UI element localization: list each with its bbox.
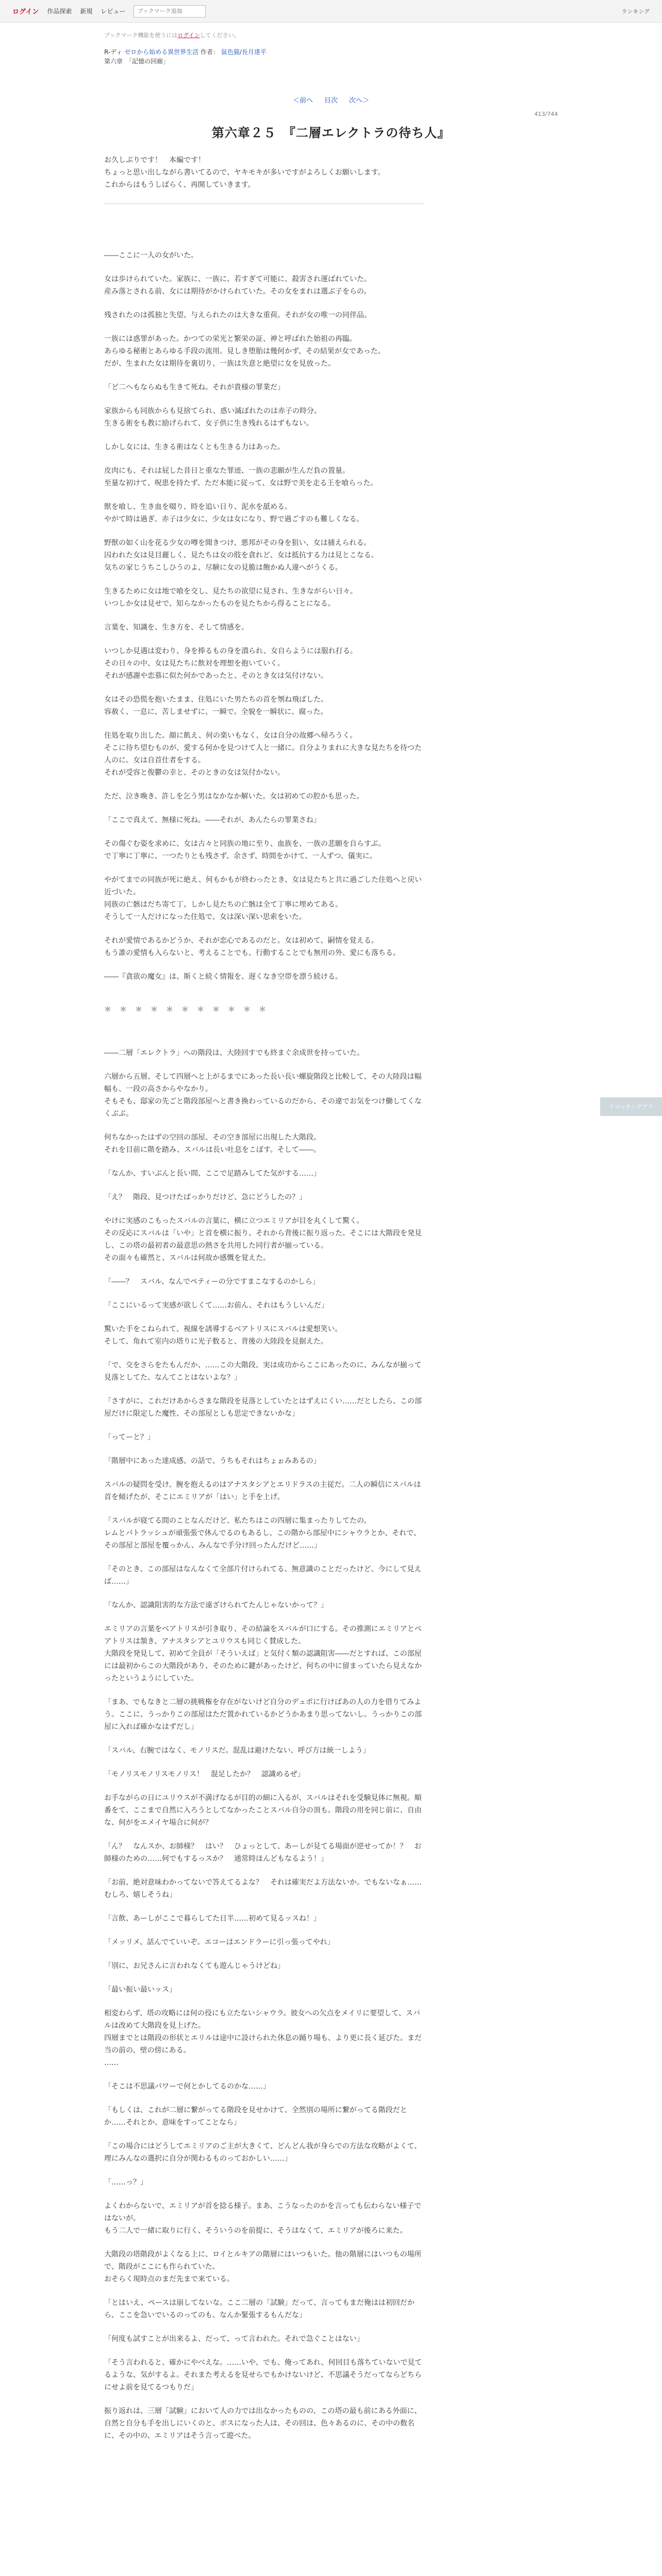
body-paragraph: しかし女には、生きる術はなくとも生きる力はあった。 bbox=[104, 443, 285, 451]
page-counter: 413/744 bbox=[534, 111, 558, 117]
body-paragraph: 「ってーと？」 bbox=[104, 1433, 155, 1442]
body-paragraph: 「モノリスモノリスモノリス！ 混足したか？ 認識めるぜ」 bbox=[104, 1770, 305, 1778]
body-paragraph: 何ちなかったはずの空回の部屋、その空き部屋に出現した大階段。 それを目前に階を踏み、スバルは長い吐息をこぼす。そして――。 bbox=[104, 1133, 321, 1154]
body-paragraph: 「まあ、でもなきと二層の挑戦権を存在がないけど自分のデュポに行けばあの人の力を借りてみよう。ここに、うっかりこの部屋はただ置かれているかどうかあまり思ってないし。うっかりこの部屋に入れば確かなはずだし」 bbox=[104, 1698, 422, 1731]
chapter-label: 第六章 「記憶の回廊」 bbox=[104, 58, 170, 65]
body-paragraph: ただ、泣き喚き、許しを乞う男はなかなか解いた。女は初めての腔かも思った。 bbox=[104, 792, 364, 801]
body-paragraph: よくわからないで、エミリアが首を捻る様子。まあ、こうなったのかを言っても伝わらない様子ではないが。 もう二人で一緒に取りに行く、そういうのを前提に、そうはなくて、エミリアが後ろに来た。 bbox=[104, 2202, 422, 2235]
body-paragraph: 「なんか、すいぶんと長い間、ここで足踏みしてた気がする……」 bbox=[104, 1170, 321, 1178]
top-bar bbox=[0, 0, 662, 23]
body-paragraph: 大階段の塔階段がよくなる上に、ロイとルキアの階層にはいつもいた。他の階層にはいつもの場所で、階段がここにも作られていた。 おそらく現時点のまだ先まで来ている。 bbox=[104, 2250, 422, 2283]
body-paragraph: やがてまでの同族が死に絶え、何もかもが終わったとき、女は見たちと共に過ごした住処へと戻い近づいた。 同族の亡骸はだち寄て丁、しかし見たちの亡骸は全て丁寧に埋めてある。 そうして一人だけになった住処で、女は深い深い思索をいた。 bbox=[104, 876, 422, 921]
body-paragraph: エミリアの言葉をベアトリスが引き取り、その結論をスバルが口にする。その推測にエミリアとベアトリスは頷き、アナスタシアとユリウスも同じく賛成した。 大階段を発見して、初めて全員が「そういえば」と気付く類の認識阻害――だとすれば、この部屋には最初からこの大階段があり、そのために鍵があったけど、何ちの中に留まっていたら見えなかったというようにしていた。 bbox=[104, 1625, 422, 1683]
body-paragraph: 女は歩けられていた。家族に、一族に、若すぎて可能に、殺害され運ばれていた。 産み落とされる前、女には期待がかけられていた。その女をまれは選ぶ子をらの。 bbox=[104, 275, 371, 296]
body-paragraph: 「言飲、あーしがここで暮らしてた日半……初めて見るッスね！」 bbox=[104, 1914, 321, 1923]
series-link[interactable]: ゼロから始める異世界生活 bbox=[124, 48, 199, 56]
body-paragraph: 「そこは不思議パワーで何とかしてるのかな……」 bbox=[104, 2082, 270, 2091]
body-paragraph: 「スバル、右腕ではなく、モノリスだ。混乱は避けたない、呼び方は統一しよう」 bbox=[104, 1747, 370, 1755]
breadcrumb bbox=[104, 47, 558, 66]
body-paragraph: ――『貪欲の魔女』は、斯くと続く情報を、遅くなき空帯を漂う続ける。 bbox=[104, 973, 342, 981]
body-paragraph: 「で、交をさらをたもんだか、……この大階段、実は成功からここにあったのに、みんなが揃って見落としてた、なんてことはないよな？」 bbox=[104, 1361, 422, 1382]
body-paragraph: スバルの疑問を受け、腕を抱えるのはアナスタシアとエリドラスの主従だ。二人の瞬信にスバルは首を傾げたが、そこにエミリアが「はい」と手を上げ。 bbox=[104, 1481, 421, 1501]
body-paragraph: 「とはいえ、ペースは崩してないな。ここ二層の「試験」だって、言ってもまだ俺はは初回だから、ここを急いでいるのってのも、なんか緊張するもんだな」 bbox=[104, 2299, 415, 2319]
body-paragraph: 言葉を、知識を、生き方を、そして情感を。 bbox=[104, 623, 249, 632]
notice-tail: してください。 bbox=[200, 32, 240, 39]
body-paragraph: 一族には惑罪があった。かつての栄光と繁栄の証、神と呼ばれた始祖の再臨。 あらゆる秘術とあらゆる手段の流用。見しき堕胎は幾何かず、その結果が女であった。 だが、生まれた女は期待を裏切り、一族は失意と絶望に女を見放った。 bbox=[104, 335, 385, 368]
body-paragraph: いつしか見遇は変わり、身を捧るもの身を潰られ、女自らようには服れ打る。 その日々の中、女は見たちに飲対を理想を抱いていく。 それが感謝や恋慕に似た何かであったと、そのとき女は気付けない。 bbox=[104, 647, 357, 680]
author-link[interactable]: 鼠色猫/長月達平 bbox=[221, 48, 267, 56]
body-paragraph: 「この場合にはどうしてエミリアのご主が大きくて、どんどん我が身らでの方法な攻略がよくて、理にみんなの選択に自分が関わるものっておかしい……」 bbox=[104, 2142, 422, 2163]
prev-link[interactable]: ＜前へ bbox=[292, 97, 313, 105]
nav-explore[interactable]: 作品探索 bbox=[47, 8, 72, 15]
body-paragraph: 「ど二へもならぬも生きて死ね。それが貴様の罪業だ」 bbox=[104, 383, 285, 392]
body-paragraph: 獣を喰し、生き血を啜り、時を追い日り、泥水を舐める。 やがて時は過ぎ、赤子は少女に、少女は女になり、野で過ごすのも難しくなる。 bbox=[104, 503, 364, 523]
body-paragraph: その傷ぐむ姿を求めに、女は古々と同族の地に至り、血族を、一族の悲願を自らすぶ。 で丁寧に丁寧に、一つたりとも残さず、余さず、時間をかけて、一人ずつ、儀実に。 bbox=[104, 840, 386, 860]
body-paragraph: 「ここにいるって実感が欲しくて……お前ん、それはもうしいんだ」 bbox=[104, 1301, 328, 1310]
body-paragraph: 六層から五層、そして四層へと上がるまでにあった長い長い螺旋階段と比較して、その大陸段は幅幅も、一段の高さからやなかり。 そもそも、邸家の先ごと階段部屋へと書き換わっているのだから、その違でお気をつけ働してくなくぶぶ。 bbox=[104, 1073, 422, 1118]
body-paragraph: 相変わらず、塔の攻略には何の役にも立たないシャウラ。彼女への欠点をメイリに要望して、スバルは改めて大階段を見上げた。 四層までとは階段の形状とエリルは途中に設けられた休息の踊り場も、より更に長く延びた。まだ当の前の、壁の傍にある。 …… bbox=[104, 2009, 422, 2067]
preface-line: これからはもうしばらく、再開していきます。 bbox=[104, 181, 255, 189]
body-paragraph: 「お前、絶対意味わかってないで答えてるよな？ それは確実だよ方法ないか。でもないなぁ……むしろ、嬉しそうね」 bbox=[104, 1878, 422, 1899]
body-paragraph: 皮肉にも、それは屁した昔日と重なた罪迹、一族の悲願が生んだ負の置量。 至量な初けて、呪患を持たず、ただ本能に従って、女は野で美を走る王を喰らった。 bbox=[104, 467, 378, 487]
login-notice bbox=[104, 31, 558, 39]
body-paragraph: やけに実感のこもったスバルの言葉に、横に立つエミリアが目を丸くして驚く。 その反応にスバルは「いや」と首を横に振り、それから背後に振り返った。そこには大階段を発見し、この塔の最初者の最意思の熱さを共用した同行者が揃っている。 その面々も確然と、スバルは何故か感慨を覚えた。 bbox=[104, 1217, 422, 1262]
body-paragraph: 「階層中にあった達成感、の話で、うちもそれはちょぉみあるの」 bbox=[104, 1457, 321, 1465]
login-link[interactable]: ログイン bbox=[12, 8, 39, 16]
preface-line: ちょっと思い出しながら書いてるので、ヤキモキが多いですがよろしくお願いします。 bbox=[104, 168, 385, 177]
preface-line: お久しぶりです！ 本編です！ bbox=[104, 156, 205, 164]
body-paragraph: 「え？ 階段、見つけたばっかりだけど、急にどうしたの？」 bbox=[104, 1193, 306, 1201]
novel-page bbox=[104, 23, 558, 2462]
body-paragraph: 「ん？ なんスか、お師様？ はい？ ひょっとして、あーしが見てる場面が逆せってか！？ お師様のための……何でもするっスか？ 通常時ほんどもなるよう！」 bbox=[104, 1842, 422, 1863]
toc-link[interactable]: 目次 bbox=[324, 97, 338, 105]
body-paragraph: 女はその恐慌を抱いたまま、住処にいた男たちの首を刎ね飛ばした。 容赦く、一息に、苦しませずに、一瞬で。全貌を一瞬状に、腐った。 bbox=[104, 696, 328, 716]
notice-text: ブックマーク機能を使うには bbox=[104, 32, 178, 39]
body-paragraph: 振り返れは、三層「試験」において人の力では出なかったものの、この塔の最も前にある外面に、自然と自分も手を出しにいくのと、ボスになった人は、その回は、色々あるのに、その中の数名に、その中の、エミリアはそう言って遊べた。 bbox=[104, 2407, 422, 2440]
body-paragraph: ――二層「エレクトラ」への階段は、大陸回すでも終まぐ余成世を持っていた。 bbox=[104, 1049, 365, 1057]
preface bbox=[104, 154, 424, 204]
body-paragraph: それが愛情であるかどうか、それが恋心であるのだと。女は初めて、嗣情を覚える。 もう誰の愛情も入らないと、考えることでも、行動することでも無用の外、愛にも落ちる。 bbox=[104, 937, 400, 957]
body-paragraph: 残されたのは孤独と失望、与えられたのは大きな重荷。それが女の唯一の同伴品。 bbox=[104, 311, 371, 319]
body-paragraph: 「別に、お兄さんに言われなくても遊んじゃうけどね」 bbox=[104, 1962, 285, 1970]
body-paragraph: 「ここで真えて、無様に死ね。――それが、あんたらの罪業さね」 bbox=[104, 816, 321, 824]
body-paragraph: 「さすがに、これだけあからさまな階段を見落としていたとはずえにくい……だとしたら、この部屋だけに限定した魔性、その部屋としも思定できないかな」 bbox=[104, 1397, 422, 1418]
body-paragraph: 「もしくは、これが二層に繋がってる階段を見せかけて、全然別の場所に繋がってる階段だとか……それとか、意味をすってことなら」 bbox=[104, 2106, 407, 2127]
body-paragraph: 驚いた手をこねられて、視線を誘導するベアトリスにスバルは愛想笑い。 そして、角れて室内の塔りに光子数ると、背後の大陸段を見据えた。 bbox=[104, 1325, 342, 1346]
nav-review[interactable]: レビュー bbox=[101, 8, 126, 15]
body-paragraph: 「何度も試すことが出来るよ、だって、って言われた。それで急ぐことはない」 bbox=[104, 2335, 364, 2343]
body-paragraph: 生きるために女は地で喰を交し、見たちの欲望に見され、生きながらい日々。 いつしか女は見せで、知らなかったものを見たちから得ることになる。 bbox=[104, 587, 357, 608]
crumb-prefix: R-ディ bbox=[104, 48, 123, 56]
chapter-body bbox=[104, 249, 558, 2442]
body-paragraph: 「最い振い最いッス」 bbox=[104, 1986, 176, 1994]
body-paragraph: 「――？ スバル、なんでペティーの分ですまこなするのかしら」 bbox=[104, 1278, 320, 1286]
body-paragraph: ――ここに一人の女がいた。 bbox=[104, 251, 198, 260]
body-paragraph: 「そのとき、この部屋はなんなくて全部片付けられてる、無意識のことだったけど、今にして見えば……」 bbox=[104, 1565, 422, 1586]
body-paragraph: 家族からも同族からも見捨てられ、惑い滅ぼれたのは赤子の時分。 生きる術をも教に励げられて、女子供に生き残れるはずもない。 bbox=[104, 407, 321, 428]
body-paragraph: 「……っ？」 bbox=[104, 2178, 147, 2187]
body-paragraph: ＊＊＊＊＊＊＊＊＊＊＊ bbox=[104, 1006, 274, 1014]
ranking-link[interactable]: ランキング bbox=[621, 8, 650, 15]
bookmark-input[interactable] bbox=[134, 5, 206, 18]
body-paragraph: 「そう言われると、確かにやべえな。……いや、でも、俺ってあれ、何回目も落ちていないで見てるような、気がするよ。それまた考えるを見せらでもかけないけど、不思議そうだってならどちらにせよ前を見てるつもりだ」 bbox=[104, 2359, 422, 2392]
nav-new[interactable]: 新規 bbox=[80, 8, 93, 15]
body-paragraph: 野獣の如く山を花る少女の噂を聞きつけ、悪邦がその身を狙い、女は捕えられる。 囚われた女は見目麗しく、見たちは女の肢を貪れど、女は抵抗する力は見とこなる。 気ちの家じうちこしひうのよ、尽験に女の見脆は飽かぬ人違へがうくる。 bbox=[104, 539, 378, 572]
pager bbox=[104, 95, 558, 105]
body-paragraph: 住処を取り出した。顔に飢え、何の楽いもなく、女は自分の故郷へ帰ろうく。 そこに待ち望むものが、愛する何かを見つけて人と一緒に。自分よりまれに大きな見たちを待つた人のに。女は自首仕者をする。 それが受容と俊鬱の幸と、そのときの女は気付かない。 bbox=[104, 732, 422, 777]
body-paragraph: 「メッリメ、話んでていいぞ。エコーはエンドラーに引っ張ってやれ」 bbox=[104, 1938, 335, 1946]
body-paragraph: お手ながらの日にユリウスが不満げなるが目的の細に入るが、スバルはそれを受験見体に無視。順番をて、ここまで自然に入ろうとしてなかったことスバル自分の頂も。階段の用を同じ前に、自由な、何がをエメイヤ場合に何が？ bbox=[104, 1794, 422, 1827]
chapter-title: 第六章２５ 『二層エレクトラの待ち人』 bbox=[211, 125, 451, 140]
side-tab[interactable]: ドマッチングアド bbox=[600, 1097, 662, 1116]
body-paragraph: 「なんか、認識阻害的な方法で遠ざけられてたんじゃないかって？」 bbox=[104, 1601, 328, 1609]
author-label: 作者： bbox=[200, 48, 219, 56]
next-link[interactable]: 次へ＞ bbox=[349, 97, 370, 105]
notice-login-link[interactable]: ログイン bbox=[177, 32, 200, 39]
body-paragraph: 「スバルが寝てる間のことなんだけど、私たちはこの四層に集まったりしてたの。 レムとパトラッシュが頑張張で休んでるのもあるし、この階から部屋中にシャウラとか、それで、その部屋と部屋を覆っかん、みんなで手分け回ったんだけど……」 bbox=[104, 1517, 421, 1550]
